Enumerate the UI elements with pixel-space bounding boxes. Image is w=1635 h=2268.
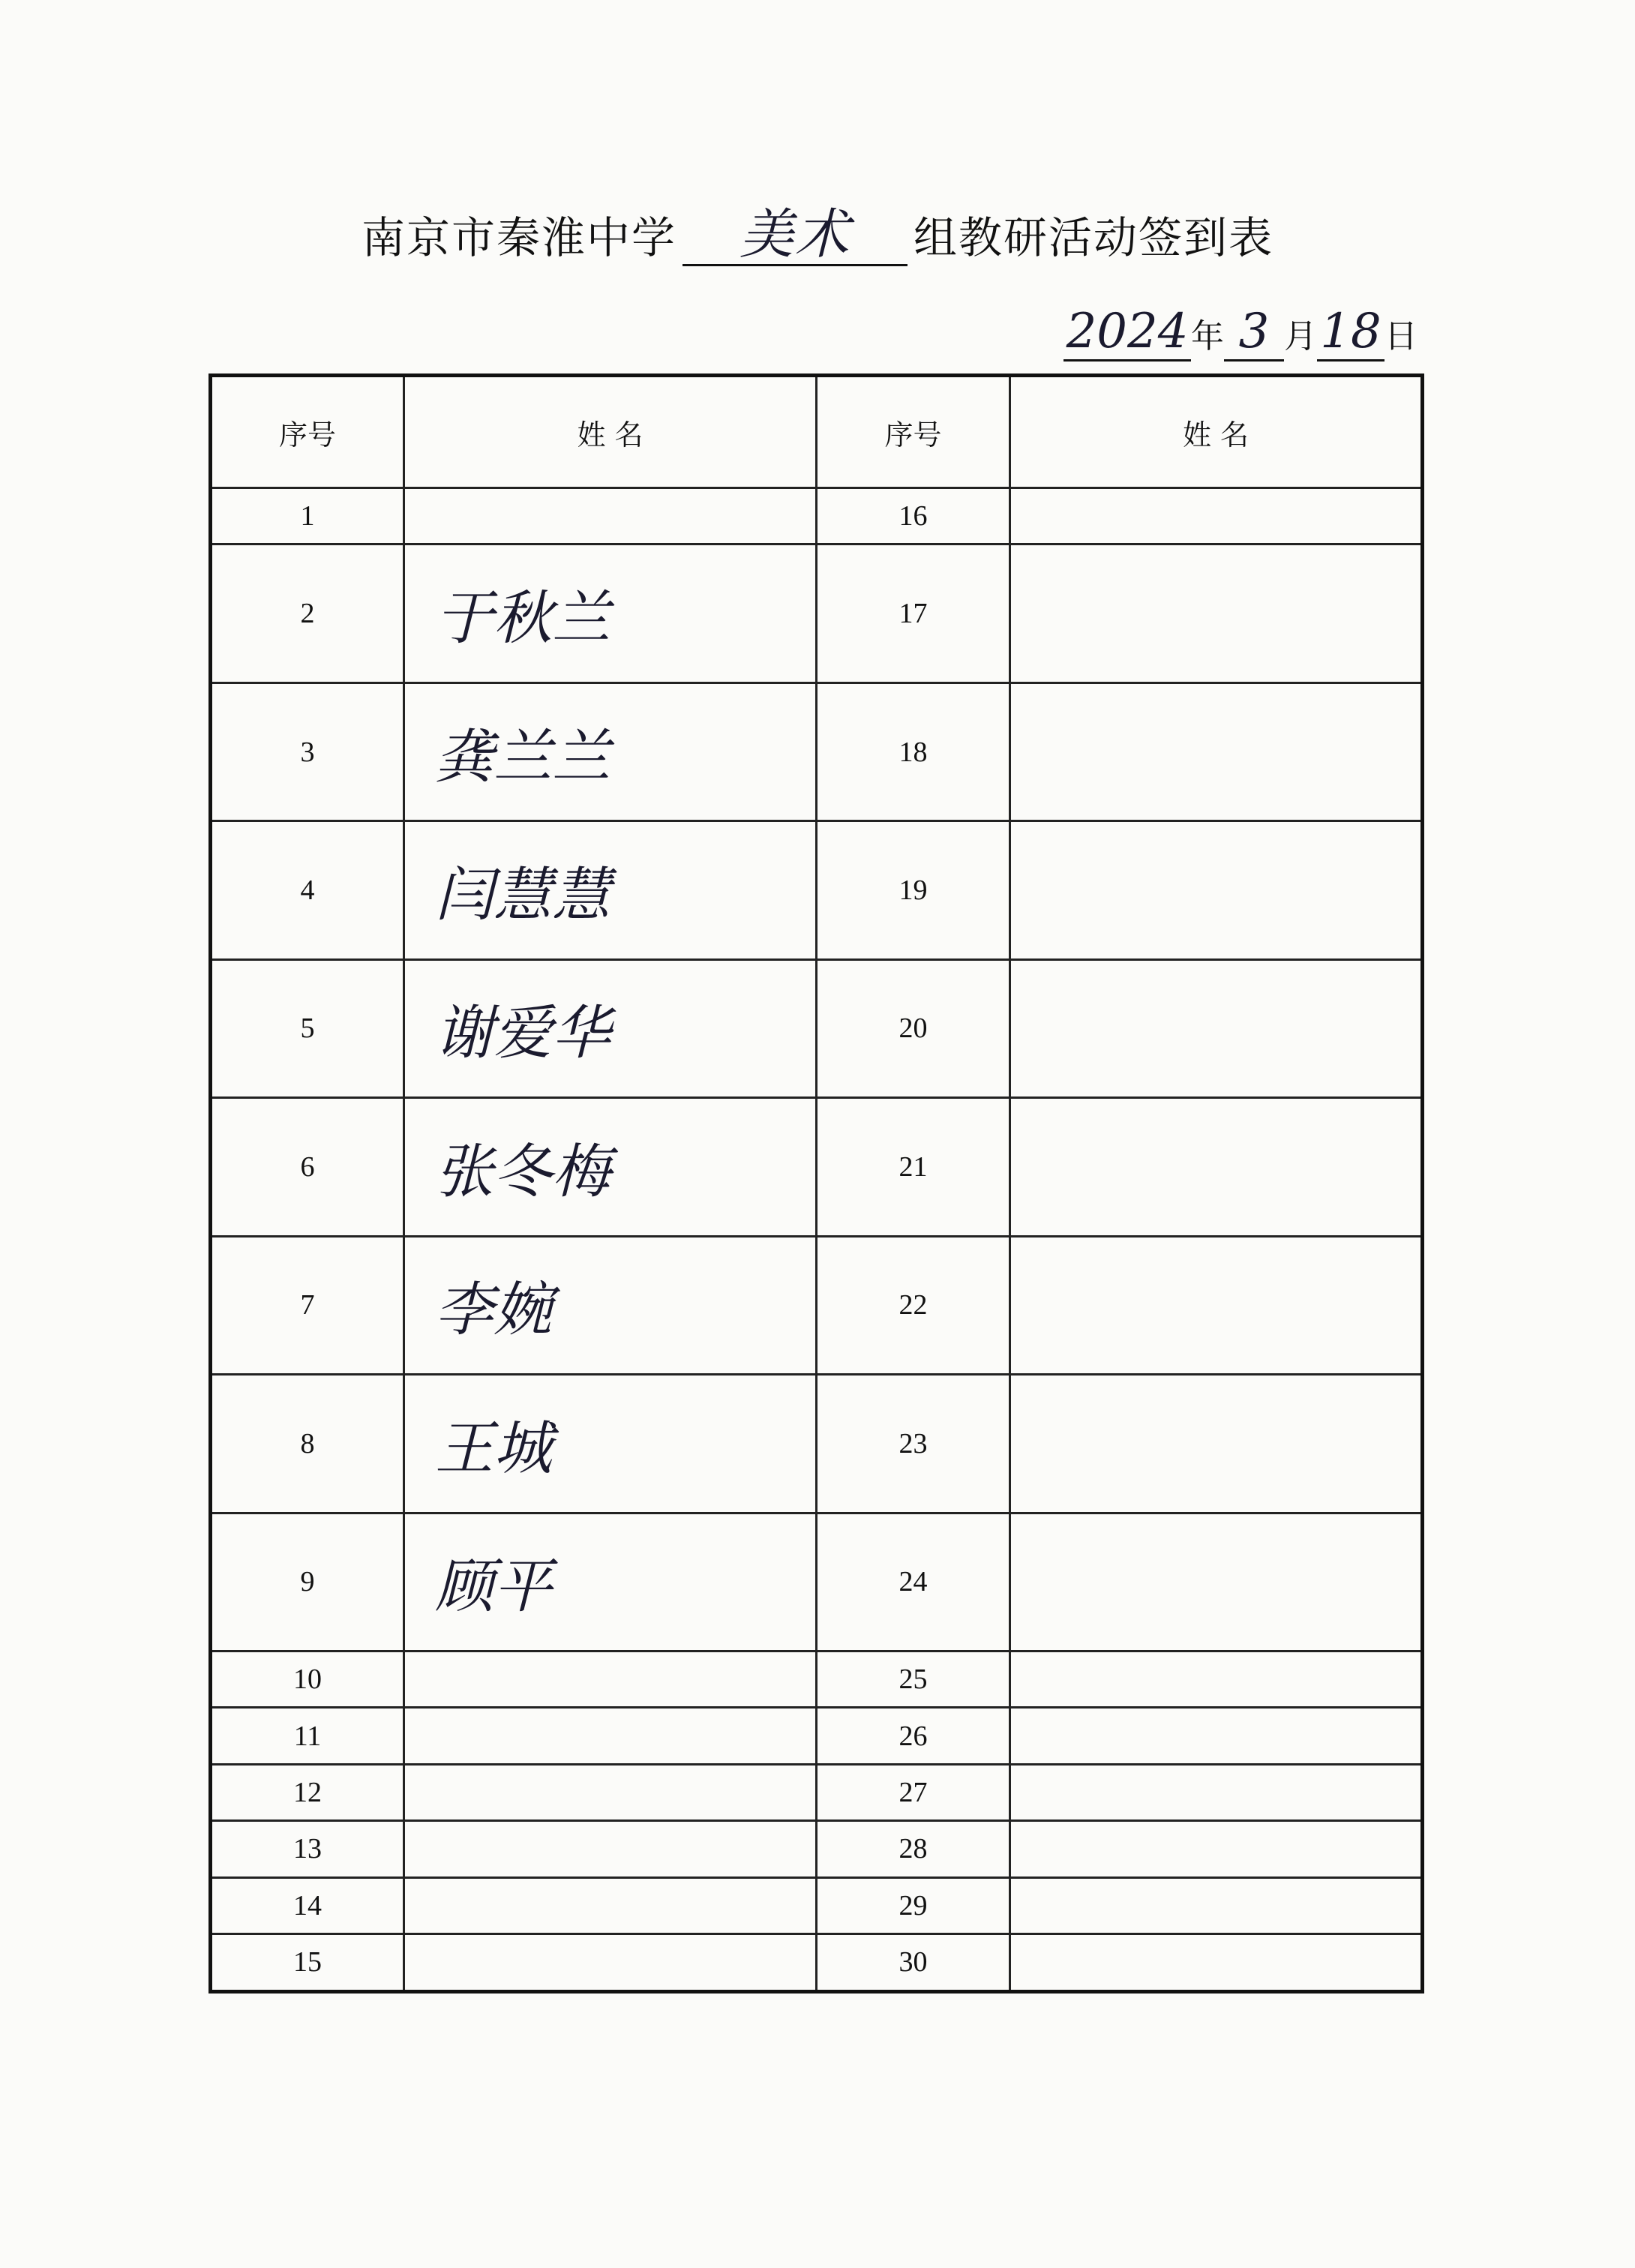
row-number: 7 <box>300 1289 315 1322</box>
row-number: 19 <box>898 874 928 906</box>
row-number: 29 <box>898 1889 928 1922</box>
left-name-cell[interactable] <box>404 1877 817 1934</box>
row-number: 12 <box>293 1776 322 1808</box>
right-name-cell[interactable] <box>1010 959 1423 1097</box>
right-number-cell <box>817 1877 1010 1934</box>
page-title <box>0 202 1635 266</box>
row-number: 15 <box>293 1946 322 1978</box>
table-header-row <box>211 376 1423 488</box>
row-number: 16 <box>898 500 928 532</box>
day-label: 日 <box>1384 317 1418 356</box>
table-body <box>211 488 1423 1992</box>
header-right-name: 姓 名 <box>1010 376 1423 488</box>
year-value: 2024 <box>1066 304 1189 359</box>
left-name-cell[interactable] <box>404 1821 817 1877</box>
left-name-cell[interactable] <box>404 544 817 682</box>
signature-text: 龚兰兰 <box>435 723 611 791</box>
left-number-cell <box>211 1513 404 1651</box>
right-number-cell <box>817 821 1010 959</box>
right-number-cell <box>817 1764 1010 1820</box>
day-field <box>1317 304 1384 362</box>
signature-text: 张冬梅 <box>435 1138 611 1206</box>
row-number: 22 <box>898 1289 928 1322</box>
right-name-cell[interactable] <box>1010 1098 1423 1236</box>
table-row <box>211 1821 1423 1877</box>
row-number: 5 <box>300 1012 315 1045</box>
right-name-cell[interactable] <box>1010 1821 1423 1877</box>
date-line <box>1064 304 1418 362</box>
right-number-cell <box>817 488 1010 544</box>
row-number: 14 <box>293 1889 322 1922</box>
left-number-cell <box>211 1652 404 1708</box>
row-number: 2 <box>300 598 315 630</box>
row-number: 3 <box>300 736 315 768</box>
row-number: 20 <box>898 1012 928 1045</box>
table-row <box>211 1708 1423 1764</box>
month-field <box>1224 304 1284 362</box>
sign-in-table <box>208 374 1424 1994</box>
right-name-cell[interactable] <box>1010 1877 1423 1934</box>
row-number: 13 <box>293 1833 322 1865</box>
row-number: 27 <box>898 1776 928 1808</box>
right-number-cell <box>817 682 1010 820</box>
table-row <box>211 959 1423 1097</box>
right-number-cell <box>817 1708 1010 1764</box>
signature-text: 李婉 <box>435 1276 553 1345</box>
right-name-cell[interactable] <box>1010 488 1423 544</box>
signature-text: 顾平 <box>435 1553 553 1622</box>
header-right-number: 序号 <box>817 376 1010 488</box>
row-number: 28 <box>898 1833 928 1865</box>
subject-field <box>682 202 908 266</box>
row-number: 26 <box>898 1720 928 1752</box>
table-row <box>211 544 1423 682</box>
left-name-cell[interactable] <box>404 682 817 820</box>
left-number-cell <box>211 1375 404 1513</box>
left-number-cell <box>211 1764 404 1820</box>
table-row <box>211 1764 1423 1820</box>
row-number: 18 <box>898 736 928 768</box>
signature-text: 于秋兰 <box>435 585 611 653</box>
table-row <box>211 821 1423 959</box>
left-number-cell <box>211 821 404 959</box>
right-number-cell <box>817 1652 1010 1708</box>
title-prefix: 南京市秦淮中学 <box>361 212 676 263</box>
year-label: 年 <box>1191 317 1224 356</box>
table-row <box>211 1513 1423 1651</box>
signature-text: 谢爱华 <box>435 1000 611 1068</box>
left-name-cell[interactable] <box>404 1375 817 1513</box>
signature-text: 王城 <box>435 1414 553 1483</box>
table-row <box>211 1098 1423 1236</box>
right-name-cell[interactable] <box>1010 1708 1423 1764</box>
day-value: 18 <box>1320 304 1382 359</box>
left-name-cell[interactable] <box>404 1098 817 1236</box>
row-number: 23 <box>898 1427 928 1460</box>
table-row <box>211 488 1423 544</box>
right-number-cell <box>817 959 1010 1097</box>
left-name-cell[interactable] <box>404 488 817 544</box>
right-number-cell <box>817 1375 1010 1513</box>
right-number-cell <box>817 1934 1010 1991</box>
left-number-cell <box>211 959 404 1097</box>
subject-handwritten: 美术 <box>739 202 850 266</box>
header-left-number: 序号 <box>211 376 404 488</box>
right-name-cell[interactable] <box>1010 821 1423 959</box>
row-number: 21 <box>898 1150 928 1183</box>
signature-text: 闫慧慧 <box>435 862 611 929</box>
right-name-cell[interactable] <box>1010 544 1423 682</box>
left-number-cell <box>211 1098 404 1236</box>
left-name-cell[interactable] <box>404 1764 817 1820</box>
left-number-cell <box>211 1236 404 1374</box>
row-number: 4 <box>300 874 315 906</box>
left-name-cell[interactable] <box>404 821 817 959</box>
left-number-cell <box>211 1934 404 1991</box>
table-row <box>211 1375 1423 1513</box>
right-number-cell <box>817 1098 1010 1236</box>
right-number-cell <box>817 1236 1010 1374</box>
left-number-cell <box>211 682 404 820</box>
right-name-cell[interactable] <box>1010 682 1423 820</box>
title-suffix: 组教研活动签到表 <box>914 212 1274 263</box>
left-number-cell <box>211 1821 404 1877</box>
right-name-cell[interactable] <box>1010 1652 1423 1708</box>
right-name-cell[interactable] <box>1010 1236 1423 1374</box>
right-number-cell <box>817 1513 1010 1651</box>
row-number: 24 <box>898 1566 928 1598</box>
row-number: 11 <box>293 1720 322 1752</box>
month-label: 月 <box>1284 317 1317 356</box>
table-row <box>211 1934 1423 1991</box>
row-number: 8 <box>300 1427 315 1460</box>
header-left-name: 姓 名 <box>404 376 817 488</box>
right-number-cell <box>817 544 1010 682</box>
row-number: 9 <box>300 1566 315 1598</box>
left-number-cell <box>211 544 404 682</box>
month-value: 3 <box>1238 304 1270 359</box>
right-name-cell[interactable] <box>1010 1513 1423 1651</box>
right-name-cell[interactable] <box>1010 1764 1423 1820</box>
left-name-cell[interactable] <box>404 1934 817 1991</box>
left-name-cell[interactable] <box>404 1236 817 1374</box>
left-number-cell <box>211 1708 404 1764</box>
row-number: 30 <box>898 1946 928 1978</box>
left-name-cell[interactable] <box>404 1652 817 1708</box>
table-row <box>211 1236 1423 1374</box>
right-name-cell[interactable] <box>1010 1934 1423 1991</box>
year-field <box>1064 304 1191 362</box>
right-name-cell[interactable] <box>1010 1375 1423 1513</box>
table-row <box>211 1652 1423 1708</box>
row-number: 25 <box>898 1664 928 1696</box>
left-name-cell[interactable] <box>404 1708 817 1764</box>
left-number-cell <box>211 1877 404 1934</box>
row-number: 6 <box>300 1150 315 1183</box>
left-name-cell[interactable] <box>404 959 817 1097</box>
table-row <box>211 1877 1423 1934</box>
left-number-cell <box>211 488 404 544</box>
left-name-cell[interactable] <box>404 1513 817 1651</box>
row-number: 17 <box>898 598 928 630</box>
row-number: 1 <box>300 500 315 532</box>
table-row <box>211 682 1423 820</box>
row-number: 10 <box>293 1664 322 1696</box>
right-number-cell <box>817 1821 1010 1877</box>
